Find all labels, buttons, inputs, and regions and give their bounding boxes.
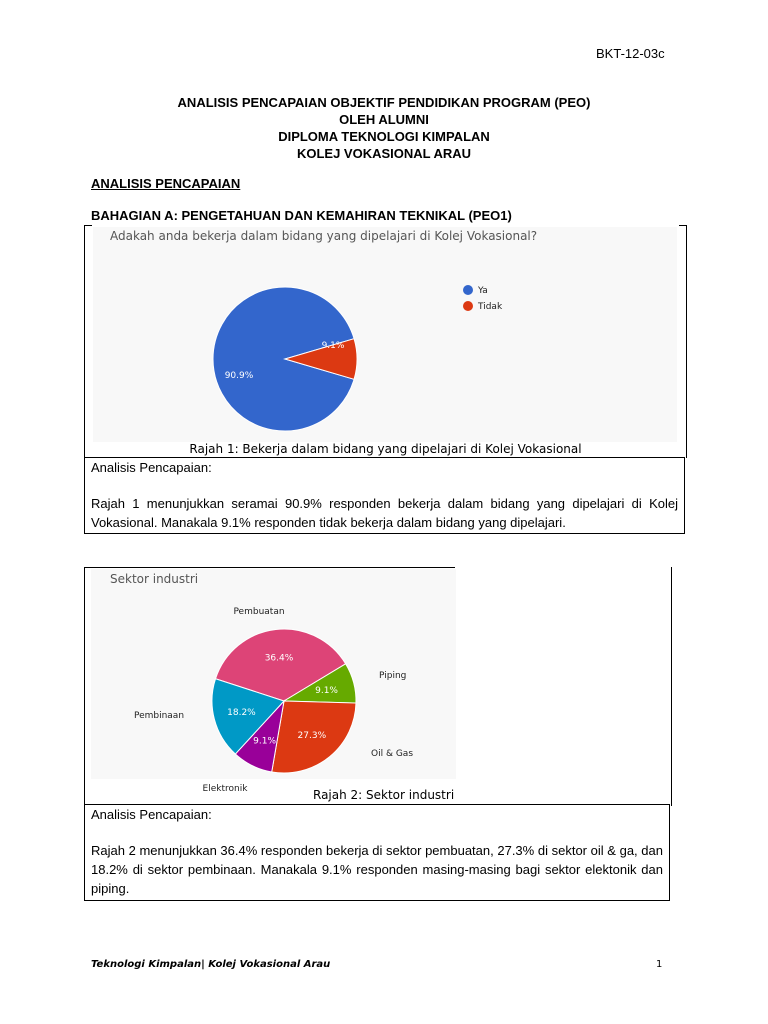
category-label-piping: Piping (379, 671, 407, 681)
figure1-analysis-label: Analisis Pencapaian: (91, 460, 212, 475)
chart2-title: Sektor industri (110, 572, 199, 586)
section-heading: ANALISIS PENCAPAIAN (91, 176, 241, 191)
title-line-4: KOLEJ VOKASIONAL ARAU (296, 146, 472, 161)
frame-corner (84, 225, 92, 226)
legend-label-ya: Ya (478, 286, 488, 296)
figure1-caption: Rajah 1: Bekerja dalam bidang yang dipelajari di Kolej Vokasional (189, 442, 582, 456)
document-id: BKT-12-03c (596, 46, 665, 61)
legend-dot-ya (463, 285, 473, 295)
figure2-analysis-box (84, 804, 670, 901)
figure1-frame (84, 225, 687, 458)
chart1-title: Adakah anda bekerja dalam bidang yang dipelajari di Kolej Vokasional? (110, 229, 538, 243)
frame-corner (679, 225, 687, 226)
title-line-2: OLEH ALUMNI (339, 112, 429, 127)
pie-value-label-pembuatan: 36.4% (264, 653, 294, 664)
page-number: 1 (656, 959, 663, 970)
pie-value-label-elektronik: 9.1% (253, 736, 277, 747)
legend-dot-tidak (463, 301, 473, 311)
figure2-frame (84, 567, 672, 806)
category-label-pembinaan: Pembinaan (133, 711, 185, 721)
pie-value-label-tidak: 9.1% (321, 341, 345, 351)
figure2-analysis-label: Analisis Pencapaian: (91, 807, 212, 822)
legend-label-tidak: Tidak (478, 302, 503, 312)
title-line-3: DIPLOMA TEKNOLOGI KIMPALAN (278, 129, 490, 144)
figure2-analysis-text: Rajah 2 menunjukkan 36.4% responden bekerja di sektor pembuatan, 27.3% di sektor oil & ga, dan 18.2% di sektor pembinaan. Manakala 9.1% responden masing-masing bagi sektor elektonik dan piping. (91, 843, 663, 896)
category-label-pembuatan: Pembuatan (233, 607, 285, 617)
chart2-svg (91, 588, 456, 794)
figure1-analysis-text: Rajah 1 menunjukkan seramai 90.9% responden bekerja dalam bidang yang dipelajari di Kolej Vokasional. Manakala 9.1% responden tidak bekerja dalam bidang yang dipelajari. (91, 496, 678, 530)
part-heading: BAHAGIAN A: PENGETAHUAN DAN KEMAHIRAN TEKNIKAL (PEO1) (91, 208, 512, 223)
pie-value-label-piping: 9.1% (315, 685, 338, 696)
figure1-analysis-box (84, 457, 685, 534)
chart1-svg (93, 245, 677, 445)
pie-value-label-oil-gas: 27.3% (297, 731, 327, 742)
frame-gap (455, 567, 671, 569)
category-label-oil-gas: Oil & Gas (371, 749, 414, 759)
figure2-caption: Rajah 2: Sektor industri (313, 788, 455, 802)
title-line-1: ANALISIS PENCAPAIAN OBJEKTIF PENDIDIKAN PROGRAM (PEO) (177, 95, 591, 110)
category-label-elektronik: Elektronik (202, 784, 248, 794)
pie-value-label-pembinaan: 18.2% (227, 708, 256, 719)
footer-text: Teknologi Kimpalan| Kolej Vokasional Arau (91, 959, 331, 970)
pie-value-label-ya: 90.9% (224, 371, 254, 381)
